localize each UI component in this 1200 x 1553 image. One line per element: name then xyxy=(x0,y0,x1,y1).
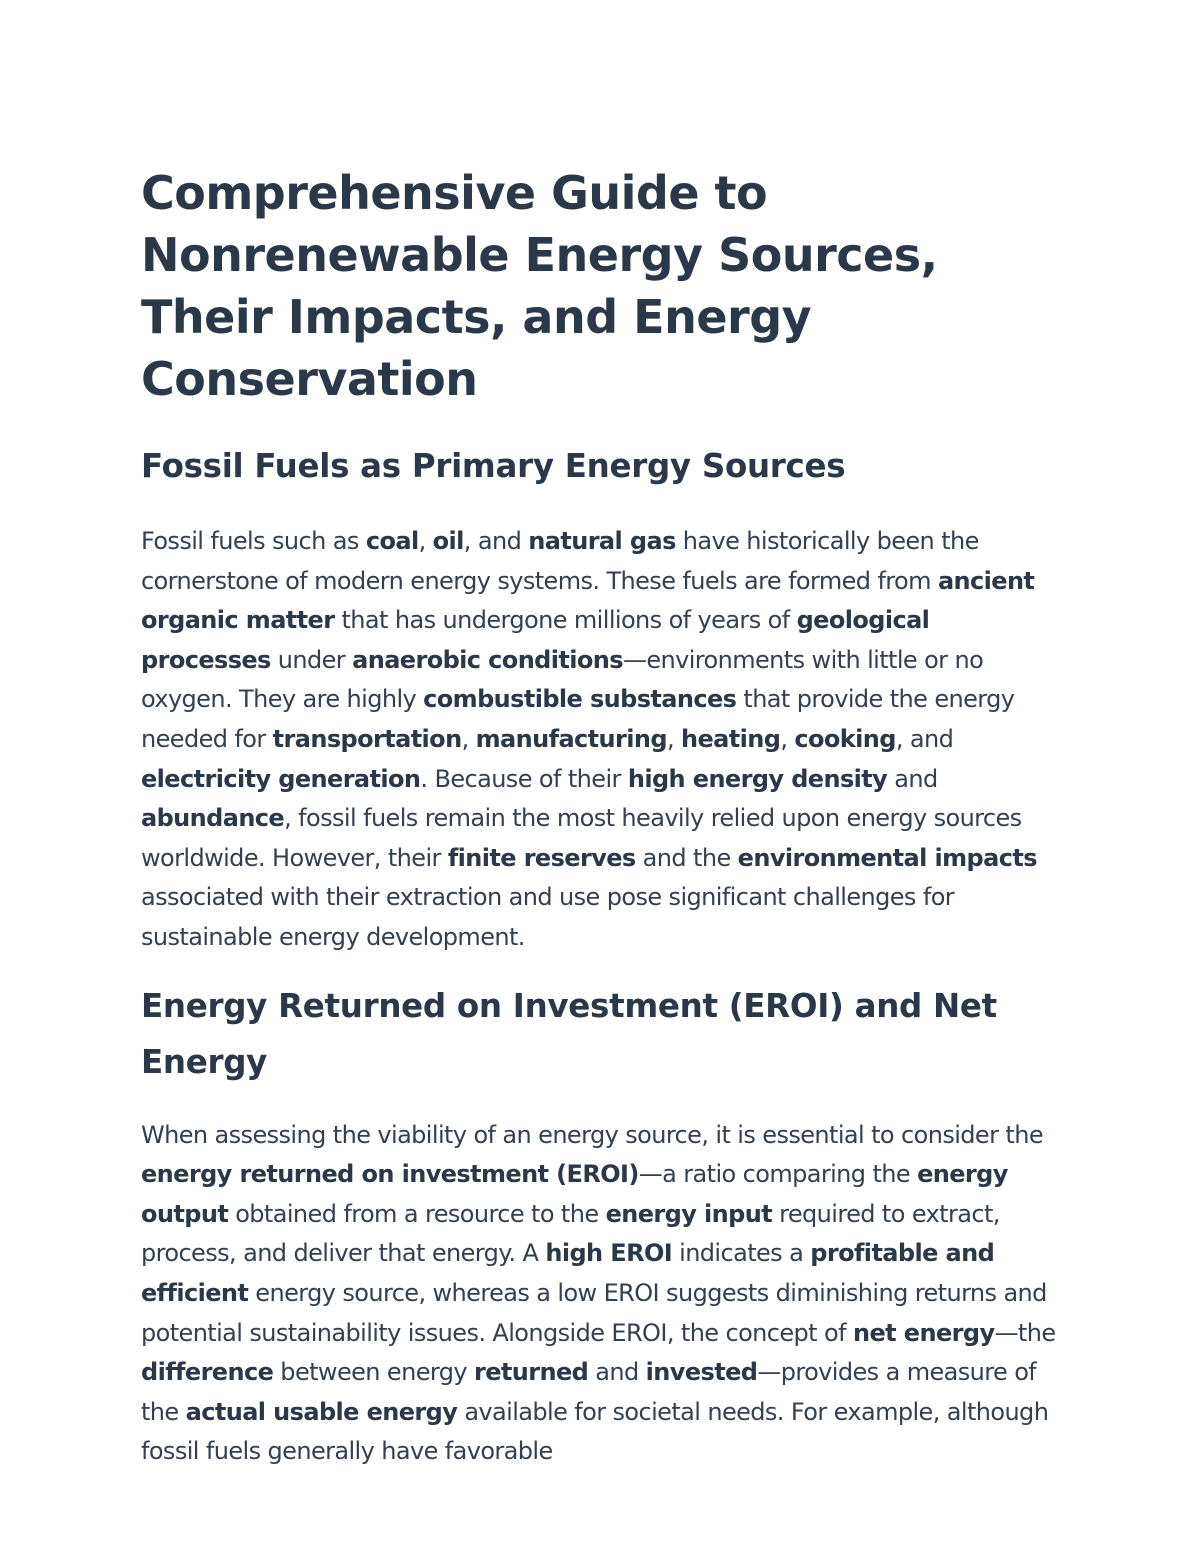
bold-term: environmental impacts xyxy=(737,843,1037,872)
text-run: —the xyxy=(994,1318,1056,1347)
text-run: , xyxy=(418,527,433,555)
bold-term: cooking xyxy=(794,724,896,753)
text-run: , and xyxy=(895,724,954,753)
section-heading-eroi: Energy Returned on Investment (EROI) and Net Energy xyxy=(141,986,997,1081)
bold-term: difference xyxy=(141,1358,274,1387)
text-run: and the xyxy=(635,843,738,872)
bold-term: ancient organic matter xyxy=(141,566,1035,635)
text-run: required to extract, process, and deliver that energy. A xyxy=(141,1199,1000,1268)
bold-term: finite reserves xyxy=(447,843,636,872)
paragraph-fossil-fuels xyxy=(141,522,1066,958)
text-run: have historically been the cornerstone of modern energy systems. These fuels are formed from xyxy=(141,527,979,595)
text-run: that provide the energy needed for xyxy=(141,685,1015,753)
bold-term: abundance xyxy=(141,804,285,833)
bold-term: high EROI xyxy=(545,1239,673,1268)
text-run: , xyxy=(461,724,476,753)
bold-term: oil xyxy=(432,527,464,555)
bold-term: profitable and efficient xyxy=(141,1239,995,1307)
text-run: , and xyxy=(463,527,529,555)
bold-term: electricity generation xyxy=(141,764,421,793)
bold-term: high energy density xyxy=(627,764,888,793)
bold-term: geological processes xyxy=(141,606,930,674)
text-run: between energy xyxy=(273,1358,474,1387)
text-run: When assessing the viability of an energy source, it is essential to consider the xyxy=(141,1120,1043,1149)
text-run: —a ratio comparing the xyxy=(638,1160,918,1189)
document-title: Comprehensive Guide to Nonrenewable Energy Sources, Their Impacts, and Energy Conservation xyxy=(141,166,938,406)
section-heading-fossil-fuels: Fossil Fuels as Primary Energy Sources xyxy=(141,447,846,485)
bold-term: combustible substances xyxy=(423,685,737,714)
text-run: under xyxy=(270,645,353,674)
text-run: obtained from a resource to the xyxy=(228,1199,606,1228)
bold-term: energy input xyxy=(605,1199,773,1228)
bold-term: manufacturing xyxy=(475,724,667,753)
bold-term: energy output xyxy=(141,1160,1008,1228)
bold-term: natural gas xyxy=(528,527,676,555)
text-run: . Because of their xyxy=(420,764,628,793)
bold-term: coal xyxy=(365,527,419,555)
text-run: and xyxy=(588,1358,646,1387)
bold-term: returned xyxy=(473,1358,589,1387)
bold-term: actual usable energy xyxy=(185,1397,458,1426)
text-run: , xyxy=(666,724,682,753)
document-page xyxy=(141,162,1066,1472)
text-run: —environments with little or no oxygen. They are highly xyxy=(141,645,984,714)
bold-term: transportation xyxy=(272,724,462,753)
text-run: , xyxy=(780,724,795,753)
text-run: available for societal needs. For example, although fossil fuels generally have favorable xyxy=(141,1397,1049,1466)
bold-term: heating xyxy=(681,724,781,753)
bold-term: invested xyxy=(645,1358,758,1387)
text-run: , fossil fuels remain the most heavily relied upon energy sources worldwide. However, their xyxy=(141,804,1022,872)
paragraph-eroi xyxy=(141,1116,1066,1472)
text-run: indicates a xyxy=(672,1239,811,1268)
bold-term: energy returned on investment (EROI) xyxy=(141,1160,639,1189)
bold-term: net energy xyxy=(853,1318,995,1347)
text-run: that has undergone millions of years of xyxy=(334,606,797,635)
bold-term: anaerobic conditions xyxy=(352,645,623,674)
text-run: and xyxy=(887,764,938,793)
text-run: associated with their extraction and use pose significant challenges for sustainable energy development. xyxy=(141,883,955,951)
text-run: —provides a measure of the xyxy=(141,1358,1037,1426)
text-run: energy source, whereas a low EROI suggests diminishing returns and potential sustainability issues. Alongside EROI, the concept of xyxy=(141,1278,1047,1347)
text-run: Fossil fuels such as xyxy=(141,527,366,555)
